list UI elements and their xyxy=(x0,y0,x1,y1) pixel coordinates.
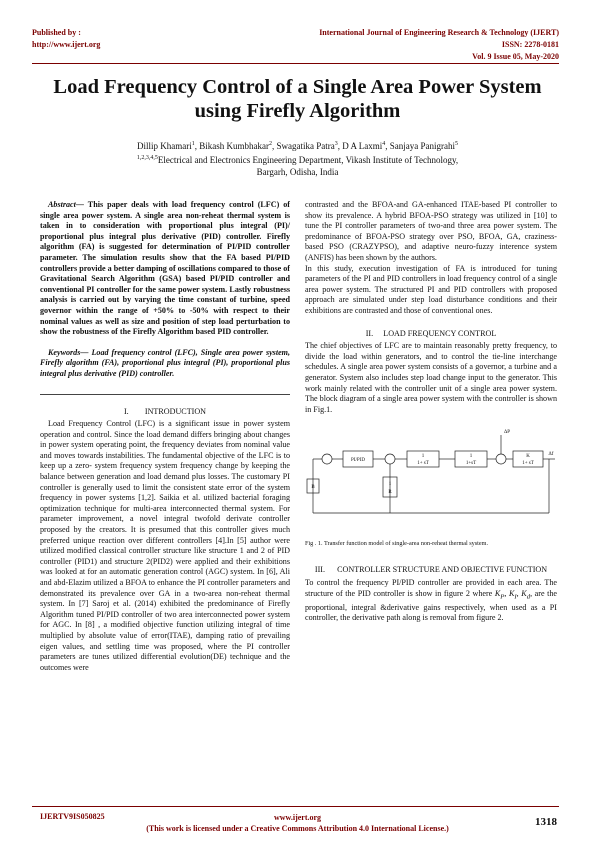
footer-url-link[interactable]: www.ijert.org xyxy=(273,813,322,822)
affiliation-text: Electrical and Electronics Engineering Department, Vikash Institute of Technology, xyxy=(157,155,459,165)
controller-text-b: , are the proportional, integral &derivative gains respectively, when used as a PI controller, the derivative path along is removal from figure 2. xyxy=(305,588,558,623)
abstract-text: This paper deals with load frequency control (LFC) of single area power system. A single area non-reheat thermal system is taken in to consideration with proportional plus integral (PI)/ proportional plus integral plus derivative (PID) controller. Firefly algorithm (FA) is suggested for determination of PI/PID controller parameter. The simulation results show that the FA based PI/PID controllers provide a better damping of oscillations compared to those of Gravitational Search Algorithm (GSA) based PI/PID controller and conventional PI controller for the same power system. Lastly robustness analysis is carried out by varying the time constant of turbine, speed governor within the range of +50% to -50% with respect to their nominal values as well as size and position of step load perturbation to show the robustness of the Firefly Algorithm based PID controller. xyxy=(40,200,290,337)
author-names: Dillip Khamari$^1$, Bikash Kumbhakar$^2$, Swagatika Patra$^3$, D A Laxmi$^4$, Sanjaya Panigrahi$^5$ xyxy=(137,141,458,151)
issn: ISSN: 2278-0181 xyxy=(501,40,559,49)
generator-den: 1+ sT xyxy=(522,461,534,467)
author-name: Swagatika Patra xyxy=(276,141,335,151)
keywords-text: Load frequency control (LFC), Single area power system, Firefly algorithm (FA), proportional plus integral (PI), proportional plus integral plus derivative (PID) controller. xyxy=(40,347,290,378)
intro-text: Load Frequency Control (LFC) is a significant issue in power system operation and control. Since the load demand differs bringing about changes in power system operating point, the frequency deviates from nominal value and moves towards instabilities. The fundamental objective of the LFC is to keep up a zero- system frequency system frequency change by keeping the balance between generation and load demand plus losses. The customary PI controller is generally used to limit the consistent state error of the system frequency in power systems [1,2]. Saikia et al. utilized bacterial foraging optimization technique for multi-area interconnected thermal system. For parameter improvement, a novel integral twofold derivate controller proposed by the creators. It is presumed that this controller gives much preferred unique reaction over different controllers [4].In [5] author were utilized modified classical controller structure like structure 1 and 2 of PID controller (PID1) and structure 2(PID2) were applied and their exhibitions was looked at for an automatic generation control (AGC) system. In [6], Ali and abd-Elazim utilized a BFOA to enhance the PI controller parameters and demonstrated its prevalence over GA in a two-area non-reheat thermal system. In [7] Saroj et al. (2014) exhibited the predominance of Firefly Algorithm tuned PI/PID controller of two area interconnected power system for AGC. In [8] , a modified objective function utilizing integral of time multiplied by absolute value of error(ITAE), damping ratio of prevailing eigen values, and settling time was proposed, where the PI controller parameters are tunes utilized differential evolution(DE) technique and the outcomes were xyxy=(40,419,290,672)
generator-num: K xyxy=(526,454,530,460)
block-diagram-figure xyxy=(305,421,557,531)
header-left xyxy=(32,27,100,51)
kd-symbol: $K_d$ xyxy=(521,588,531,601)
summing-junction-2 xyxy=(385,454,395,464)
load-disturbance-label: ΔP xyxy=(504,430,510,436)
affil-sup: 1,2,3,4,5 xyxy=(136,155,158,161)
published-by: Published by : xyxy=(32,28,81,37)
header-right xyxy=(319,27,559,63)
author-sup: 1 xyxy=(191,141,195,147)
frequency-output-label: Δf xyxy=(548,452,554,458)
lfc-heading: II. LOAD FREQUENCY CONTROL xyxy=(365,328,497,338)
abstract xyxy=(40,200,290,338)
turbine-num: 1 xyxy=(469,454,473,460)
droop-num: 1 xyxy=(388,482,392,488)
journal-name: International Journal of Engineering Research & Technology (IJERT) xyxy=(319,28,559,37)
droop-den: R xyxy=(388,490,392,496)
footer-center xyxy=(0,812,595,834)
header-divider xyxy=(32,63,559,64)
summing-junction-1 xyxy=(322,454,332,464)
header-url-link[interactable]: http://www.ijert.org xyxy=(32,40,101,49)
paper-title: Load Frequency Control of a Single Area Power System using Firefly Algorithm xyxy=(53,76,542,122)
author-sup: 4 xyxy=(382,141,386,147)
lfc-text: The chief objectives of LFC are to maintain reasonably pretty frequency, to divide the load within generators, and to control the tie-line interchange schedules. A single area power system consists of a governor, a turbine and a generator. System also includes step load change input to the generator. This work mainly related with the controller unit of a single area power system. The block diagram of a single area power system with the controller is shown in Fig.1. xyxy=(305,341,557,414)
kp-symbol: $K_P$ xyxy=(494,588,505,601)
author-name: Dillip Khamari xyxy=(137,141,192,151)
ki-symbol: $K_I$ xyxy=(509,588,517,601)
keywords xyxy=(40,348,290,380)
volume-issue: Vol. 9 Issue 05, May-2020 xyxy=(472,52,559,61)
controller-label: PI/PID xyxy=(351,458,365,464)
intro-paragraph-2: In this study, execution investigation of FA is introduced for tuning parameters of the PI and PID controllers in load frequency control of a single area power system. The structured PI and PID controllers with proposed approach are simulated under step load disturbance conditions and their exhibitions are contrasted and those of conventional ones. xyxy=(305,263,557,315)
abstract-label: Abstract— xyxy=(48,200,84,209)
governor-den: 1+ sT xyxy=(417,461,429,467)
right-column xyxy=(305,200,557,624)
license-text: (This work is licensed under a Creative Commons Attribution 4.0 International License.) xyxy=(146,824,449,833)
author-sup: 5 xyxy=(454,141,458,147)
controller-text-a: To control the frequency PI/PID controller are provided in each area. The structure of the PID controller is show in figure 2 where xyxy=(305,578,557,598)
affiliation xyxy=(40,152,555,166)
intro-continued: contrasted and the BFOA-and GA-enhanced ITAE-based PI controller to show its prevalence. A hybrid BFOA-PSO strategy was utilized in [10] to tune the PI controller parameters of two-and three area power system. The predominance of BFOA-PSO strategy over PSO, BFOA, GA, craziness-based PSO (CRAZYPSO), and adaptive neuro-fuzzy interence system (ANFIS) has been shown by the authors. xyxy=(305,200,557,262)
author-name: D A Laxmi xyxy=(342,141,383,151)
governor-num: 1 xyxy=(421,454,425,460)
author-block xyxy=(40,138,555,178)
author-name: Bikash Kumbhakar xyxy=(199,141,270,151)
author-name: Sanjaya Panigrahi xyxy=(389,141,455,151)
author-sup: 2 xyxy=(269,141,273,147)
bias-label: B xyxy=(311,485,315,491)
location: Bargarh, Odisha, India xyxy=(256,167,339,177)
column-rule xyxy=(40,394,290,395)
summing-junction-3 xyxy=(496,454,506,464)
keywords-label: Keywords— xyxy=(48,347,89,357)
intro-heading: I. INTRODUCTION xyxy=(123,406,207,416)
turbine-den: 1+sT xyxy=(465,461,477,467)
author-sup: 3 xyxy=(334,141,338,147)
controller-heading: III. CONTROLLER STRUCTURE AND OBJECTIVE FUNCTION xyxy=(314,565,548,575)
paper-id: IJERTV9IS050825 xyxy=(40,812,105,821)
page-number: 1318 xyxy=(535,816,557,828)
controller-text: To control the frequency PI/PID controller are provided in each area. The structure of the PID controller is show in figure 2 where $K_P$, $K_I$, $K_d$, are the proportional, integral &derivative gains respectively, when used as a PI controller, the derivative path along is removal from figure 2. xyxy=(305,578,558,623)
left-column xyxy=(40,200,290,673)
footer-divider xyxy=(32,806,559,807)
figure-caption: Fig . 1. Transfer function model of single-area non-reheat thermal system. xyxy=(305,539,489,547)
